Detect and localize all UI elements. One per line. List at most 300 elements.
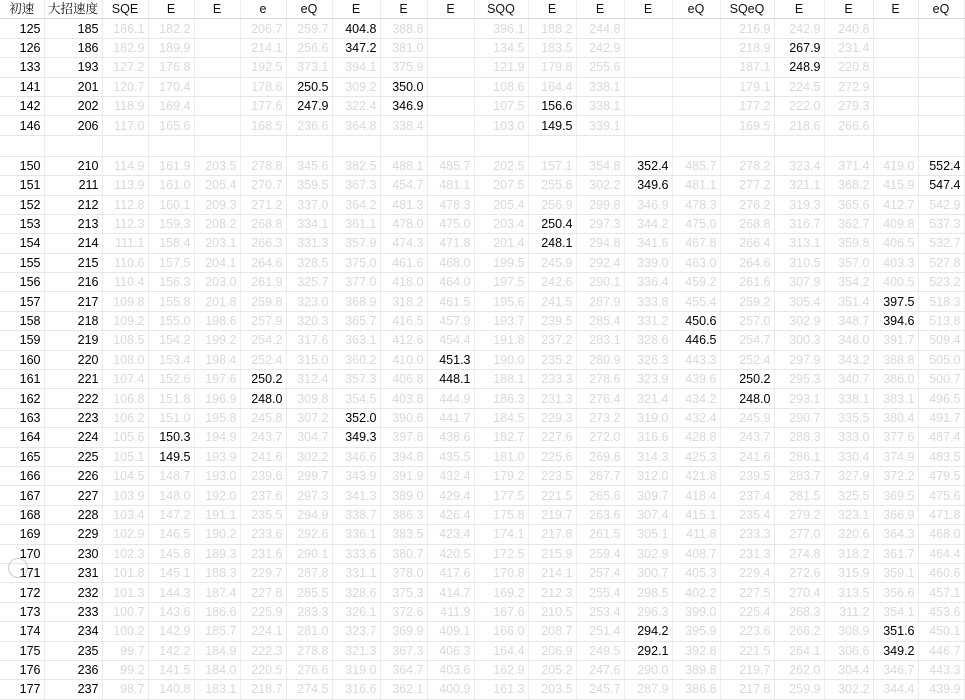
value-cell[interactable]: 321.1 [774, 176, 824, 195]
value-cell[interactable]: 203.0 [194, 273, 240, 292]
value-cell[interactable]: 475.0 [427, 214, 474, 233]
value-cell[interactable]: 157.5 [148, 253, 194, 272]
value-cell[interactable]: 145.1 [148, 563, 194, 582]
value-cell[interactable]: 338.4 [380, 116, 427, 135]
value-cell[interactable]: 271.2 [240, 195, 286, 214]
value-cell[interactable]: 518.3 [918, 292, 964, 311]
value-cell[interactable]: 161.0 [148, 176, 194, 195]
value-cell[interactable]: 242.9 [774, 19, 824, 38]
value-cell[interactable]: 338.1 [824, 389, 873, 408]
value-cell[interactable]: 143.6 [148, 602, 194, 621]
value-cell[interactable]: 316.6 [624, 428, 672, 447]
value-cell[interactable]: 266.6 [824, 116, 873, 135]
column-header[interactable]: E [194, 0, 240, 19]
value-cell[interactable]: 193.9 [194, 447, 240, 466]
value-cell[interactable]: 505.0 [918, 350, 964, 369]
value-cell[interactable]: 216.9 [720, 19, 774, 38]
value-cell[interactable]: 245.7 [576, 680, 624, 699]
value-cell[interactable]: 354.8 [576, 156, 624, 175]
value-cell[interactable]: 151.0 [148, 408, 194, 427]
value-cell[interactable]: 198.4 [194, 350, 240, 369]
initial-speed-cell[interactable]: 165 [0, 447, 44, 466]
value-cell[interactable]: 362.7 [824, 214, 873, 233]
value-cell[interactable]: 441.7 [427, 408, 474, 427]
value-cell[interactable]: 302.2 [286, 447, 332, 466]
value-cell[interactable]: 259.7 [286, 19, 332, 38]
value-cell[interactable]: 341.3 [332, 486, 380, 505]
value-cell[interactable]: 337.0 [286, 195, 332, 214]
value-cell[interactable]: 461.5 [427, 292, 474, 311]
value-cell[interactable]: 392.8 [672, 641, 720, 660]
value-cell[interactable]: 175.8 [474, 505, 528, 524]
value-cell[interactable]: 290.7 [774, 408, 824, 427]
value-cell[interactable]: 108.5 [102, 331, 148, 350]
value-cell[interactable]: 297.3 [576, 214, 624, 233]
value-cell[interactable]: 357.0 [824, 253, 873, 272]
value-cell[interactable]: 156.3 [148, 273, 194, 292]
highlighted-value-cell[interactable]: 292.1 [624, 641, 672, 660]
value-cell[interactable]: 186.1 [102, 19, 148, 38]
value-cell[interactable]: 186.3 [474, 389, 528, 408]
empty-cell[interactable] [194, 135, 240, 156]
value-cell[interactable]: 233.6 [240, 525, 286, 544]
value-cell[interactable] [873, 19, 918, 38]
value-cell[interactable]: 161.9 [148, 156, 194, 175]
initial-speed-cell[interactable]: 151 [0, 176, 44, 195]
initial-speed-cell[interactable]: 171 [0, 563, 44, 582]
empty-cell[interactable] [102, 135, 148, 156]
value-cell[interactable]: 481.1 [427, 176, 474, 195]
value-cell[interactable] [873, 77, 918, 96]
value-cell[interactable]: 360.2 [332, 350, 380, 369]
value-cell[interactable]: 319.0 [624, 408, 672, 427]
value-cell[interactable]: 224.5 [774, 77, 824, 96]
ult-speed-cell[interactable]: 229 [44, 525, 102, 544]
value-cell[interactable]: 359.8 [824, 234, 873, 253]
value-cell[interactable]: 321.4 [624, 389, 672, 408]
value-cell[interactable]: 354.2 [824, 273, 873, 292]
value-cell[interactable]: 221.5 [720, 641, 774, 660]
ult-speed-cell[interactable]: 219 [44, 331, 102, 350]
value-cell[interactable]: 179.8 [528, 58, 576, 77]
highlighted-value-cell[interactable]: 267.9 [774, 38, 824, 57]
column-header[interactable]: SQQ [474, 0, 528, 19]
highlighted-value-cell[interactable]: 347.2 [332, 38, 380, 57]
value-cell[interactable]: 287.9 [576, 292, 624, 311]
value-cell[interactable]: 415.1 [672, 505, 720, 524]
highlighted-value-cell[interactable]: 156.6 [528, 96, 576, 115]
value-cell[interactable] [918, 116, 964, 135]
value-cell[interactable]: 178.6 [240, 77, 286, 96]
value-cell[interactable]: 527.8 [918, 253, 964, 272]
ult-speed-cell[interactable]: 185 [44, 19, 102, 38]
value-cell[interactable]: 245.9 [528, 253, 576, 272]
value-cell[interactable]: 293.1 [774, 389, 824, 408]
value-cell[interactable]: 374.9 [873, 447, 918, 466]
value-cell[interactable]: 261.6 [720, 273, 774, 292]
value-cell[interactable]: 172.5 [474, 544, 528, 563]
value-cell[interactable]: 302.9 [624, 544, 672, 563]
value-cell[interactable]: 184.5 [474, 408, 528, 427]
value-cell[interactable]: 412.6 [380, 331, 427, 350]
value-cell[interactable]: 170.4 [148, 77, 194, 96]
ult-speed-cell[interactable]: 214 [44, 234, 102, 253]
value-cell[interactable]: 294.9 [286, 505, 332, 524]
value-cell[interactable]: 331.2 [624, 311, 672, 330]
value-cell[interactable]: 468.0 [427, 253, 474, 272]
value-cell[interactable]: 307.9 [774, 273, 824, 292]
value-cell[interactable]: 203.1 [194, 234, 240, 253]
highlighted-value-cell[interactable]: 294.2 [624, 622, 672, 641]
value-cell[interactable]: 318.2 [824, 544, 873, 563]
value-cell[interactable]: 348.7 [824, 311, 873, 330]
value-cell[interactable]: 383.1 [873, 389, 918, 408]
value-cell[interactable]: 313.5 [824, 583, 873, 602]
value-cell[interactable]: 395.9 [672, 622, 720, 641]
value-cell[interactable]: 257.4 [576, 563, 624, 582]
value-cell[interactable]: 264.6 [240, 253, 286, 272]
highlighted-value-cell[interactable]: 248.1 [528, 234, 576, 253]
empty-cell[interactable] [380, 135, 427, 156]
value-cell[interactable]: 256.6 [286, 38, 332, 57]
value-cell[interactable]: 306.6 [824, 641, 873, 660]
value-cell[interactable] [672, 38, 720, 57]
value-cell[interactable]: 109.2 [102, 311, 148, 330]
value-cell[interactable]: 283.1 [576, 331, 624, 350]
value-cell[interactable]: 390.6 [380, 408, 427, 427]
initial-speed-cell[interactable]: 152 [0, 195, 44, 214]
value-cell[interactable]: 425.3 [672, 447, 720, 466]
value-cell[interactable]: 318.2 [380, 292, 427, 311]
column-header[interactable]: SQeQ [720, 0, 774, 19]
value-cell[interactable]: 264.1 [774, 641, 824, 660]
value-cell[interactable]: 167.6 [474, 602, 528, 621]
value-cell[interactable]: 223.5 [528, 466, 576, 485]
ult-speed-cell[interactable]: 234 [44, 622, 102, 641]
value-cell[interactable]: 305.4 [774, 292, 824, 311]
value-cell[interactable]: 187.4 [194, 583, 240, 602]
value-cell[interactable]: 460.6 [918, 563, 964, 582]
value-cell[interactable]: 114.9 [102, 156, 148, 175]
value-cell[interactable] [194, 77, 240, 96]
initial-speed-cell[interactable]: 141 [0, 77, 44, 96]
value-cell[interactable] [918, 58, 964, 77]
value-cell[interactable]: 309.7 [624, 486, 672, 505]
value-cell[interactable]: 243.7 [720, 428, 774, 447]
value-cell[interactable]: 190.2 [194, 525, 240, 544]
value-cell[interactable]: 450.1 [918, 622, 964, 641]
value-cell[interactable]: 298.5 [624, 583, 672, 602]
value-cell[interactable]: 191.8 [474, 331, 528, 350]
value-cell[interactable]: 418.4 [672, 486, 720, 505]
value-cell[interactable]: 235.2 [528, 350, 576, 369]
value-cell[interactable]: 375.3 [380, 583, 427, 602]
initial-speed-cell[interactable]: 125 [0, 19, 44, 38]
ult-speed-cell[interactable]: 237 [44, 680, 102, 699]
value-cell[interactable]: 261.9 [240, 273, 286, 292]
value-cell[interactable]: 105.1 [102, 447, 148, 466]
value-cell[interactable]: 333.0 [824, 428, 873, 447]
value-cell[interactable]: 197.5 [474, 273, 528, 292]
value-cell[interactable]: 435.5 [427, 447, 474, 466]
value-cell[interactable]: 323.4 [774, 156, 824, 175]
value-cell[interactable]: 388.8 [380, 19, 427, 38]
value-cell[interactable]: 386.8 [672, 680, 720, 699]
value-cell[interactable]: 261.5 [576, 525, 624, 544]
empty-cell[interactable] [672, 135, 720, 156]
value-cell[interactable]: 287.8 [286, 563, 332, 582]
ult-speed-cell[interactable]: 216 [44, 273, 102, 292]
value-cell[interactable]: 479.5 [918, 466, 964, 485]
value-cell[interactable]: 457.1 [918, 583, 964, 602]
value-cell[interactable]: 488.1 [380, 156, 427, 175]
value-cell[interactable] [427, 19, 474, 38]
value-cell[interactable]: 423.4 [427, 525, 474, 544]
value-cell[interactable]: 299.8 [576, 195, 624, 214]
value-cell[interactable]: 240.8 [824, 19, 873, 38]
value-cell[interactable]: 177.6 [240, 96, 286, 115]
highlighted-value-cell[interactable]: 394.6 [873, 311, 918, 330]
value-cell[interactable]: 317.6 [286, 331, 332, 350]
initial-speed-cell[interactable]: 158 [0, 311, 44, 330]
value-cell[interactable]: 532.7 [918, 234, 964, 253]
value-cell[interactable]: 105.6 [102, 428, 148, 447]
highlighted-value-cell[interactable]: 250.5 [286, 77, 332, 96]
value-cell[interactable]: 377.6 [873, 428, 918, 447]
value-cell[interactable]: 231.6 [240, 544, 286, 563]
value-cell[interactable]: 277.2 [720, 176, 774, 195]
value-cell[interactable]: 229.3 [528, 408, 576, 427]
value-cell[interactable]: 464.0 [427, 273, 474, 292]
value-cell[interactable]: 98.7 [102, 680, 148, 699]
ult-speed-cell[interactable]: 193 [44, 58, 102, 77]
value-cell[interactable]: 461.6 [380, 253, 427, 272]
value-cell[interactable]: 443.3 [672, 350, 720, 369]
value-cell[interactable]: 309.8 [286, 389, 332, 408]
value-cell[interactable]: 285.4 [576, 311, 624, 330]
value-cell[interactable]: 328.5 [286, 253, 332, 272]
value-cell[interactable]: 103.0 [474, 116, 528, 135]
value-cell[interactable]: 412.7 [873, 195, 918, 214]
value-cell[interactable]: 365.7 [332, 311, 380, 330]
value-cell[interactable]: 330.4 [824, 447, 873, 466]
column-header[interactable]: E [774, 0, 824, 19]
value-cell[interactable]: 192.5 [240, 58, 286, 77]
column-header[interactable]: 大招速度 [44, 0, 102, 19]
value-cell[interactable]: 142.2 [148, 641, 194, 660]
highlighted-value-cell[interactable]: 149.5 [148, 447, 194, 466]
value-cell[interactable]: 245.9 [720, 408, 774, 427]
ult-speed-cell[interactable]: 224 [44, 428, 102, 447]
value-cell[interactable]: 164.4 [528, 77, 576, 96]
initial-speed-cell[interactable]: 176 [0, 660, 44, 679]
value-cell[interactable]: 276.2 [720, 195, 774, 214]
value-cell[interactable]: 152.6 [148, 370, 194, 389]
value-cell[interactable]: 323.7 [332, 622, 380, 641]
highlighted-value-cell[interactable]: 404.8 [332, 19, 380, 38]
value-cell[interactable]: 208.7 [528, 622, 576, 641]
value-cell[interactable]: 189.9 [148, 38, 194, 57]
value-cell[interactable]: 197.6 [194, 370, 240, 389]
ult-speed-cell[interactable]: 227 [44, 486, 102, 505]
value-cell[interactable]: 426.4 [427, 505, 474, 524]
value-cell[interactable]: 313.1 [774, 234, 824, 253]
value-cell[interactable]: 169.2 [474, 583, 528, 602]
ult-speed-cell[interactable]: 223 [44, 408, 102, 427]
initial-speed-cell[interactable]: 168 [0, 505, 44, 524]
value-cell[interactable]: 302.2 [824, 680, 873, 699]
value-cell[interactable]: 256.9 [528, 195, 576, 214]
value-cell[interactable]: 411.9 [427, 602, 474, 621]
value-cell[interactable] [672, 77, 720, 96]
initial-speed-cell[interactable]: 142 [0, 96, 44, 115]
value-cell[interactable]: 223.6 [720, 622, 774, 641]
value-cell[interactable]: 241.5 [528, 292, 576, 311]
value-cell[interactable]: 325.5 [824, 486, 873, 505]
value-cell[interactable]: 485.7 [672, 156, 720, 175]
value-cell[interactable]: 269.8 [576, 447, 624, 466]
value-cell[interactable]: 276.6 [286, 660, 332, 679]
value-cell[interactable] [624, 116, 672, 135]
value-cell[interactable]: 316.6 [332, 680, 380, 699]
value-cell[interactable]: 421.8 [672, 466, 720, 485]
initial-speed-cell[interactable]: 162 [0, 389, 44, 408]
value-cell[interactable]: 244.8 [576, 19, 624, 38]
value-cell[interactable]: 302.9 [774, 311, 824, 330]
column-header[interactable]: E [576, 0, 624, 19]
value-cell[interactable]: 274.5 [286, 680, 332, 699]
value-cell[interactable]: 199.5 [474, 253, 528, 272]
value-cell[interactable]: 341.6 [624, 234, 672, 253]
ult-speed-cell[interactable]: 228 [44, 505, 102, 524]
value-cell[interactable]: 176.8 [148, 58, 194, 77]
value-cell[interactable] [427, 77, 474, 96]
value-cell[interactable]: 189.3 [194, 544, 240, 563]
value-cell[interactable]: 315.0 [286, 350, 332, 369]
value-cell[interactable]: 165.6 [148, 116, 194, 135]
value-cell[interactable]: 333.6 [332, 544, 380, 563]
value-cell[interactable]: 99.2 [102, 660, 148, 679]
value-cell[interactable]: 321.3 [332, 641, 380, 660]
initial-speed-cell[interactable]: 163 [0, 408, 44, 427]
value-cell[interactable]: 127.2 [102, 58, 148, 77]
initial-speed-cell[interactable]: 150 [0, 156, 44, 175]
value-cell[interactable]: 187.1 [720, 58, 774, 77]
value-cell[interactable]: 323.1 [824, 505, 873, 524]
value-cell[interactable]: 148.0 [148, 486, 194, 505]
value-cell[interactable]: 278.2 [720, 156, 774, 175]
value-cell[interactable]: 312.4 [286, 370, 332, 389]
value-cell[interactable]: 290.1 [576, 273, 624, 292]
empty-cell[interactable] [427, 135, 474, 156]
ult-speed-cell[interactable]: 232 [44, 583, 102, 602]
value-cell[interactable]: 406.3 [427, 641, 474, 660]
value-cell[interactable]: 192.0 [194, 486, 240, 505]
value-cell[interactable]: 428.8 [672, 428, 720, 447]
value-cell[interactable]: 231.3 [528, 389, 576, 408]
value-cell[interactable]: 414.7 [427, 583, 474, 602]
value-cell[interactable]: 203.4 [474, 214, 528, 233]
value-cell[interactable]: 242.6 [528, 273, 576, 292]
value-cell[interactable]: 158.4 [148, 234, 194, 253]
value-cell[interactable]: 113.9 [102, 176, 148, 195]
value-cell[interactable]: 268.8 [240, 214, 286, 233]
value-cell[interactable]: 222.0 [774, 96, 824, 115]
value-cell[interactable] [427, 58, 474, 77]
value-cell[interactable]: 101.8 [102, 563, 148, 582]
value-cell[interactable]: 523.2 [918, 273, 964, 292]
value-cell[interactable]: 464.4 [918, 544, 964, 563]
value-cell[interactable]: 278.8 [286, 641, 332, 660]
value-cell[interactable]: 229.4 [720, 563, 774, 582]
value-cell[interactable]: 100.2 [102, 622, 148, 641]
value-cell[interactable]: 169.5 [720, 116, 774, 135]
value-cell[interactable]: 206.7 [240, 19, 286, 38]
initial-speed-cell[interactable]: 170 [0, 544, 44, 563]
value-cell[interactable]: 363.1 [332, 331, 380, 350]
value-cell[interactable]: 475.0 [672, 214, 720, 233]
value-cell[interactable]: 305.1 [624, 525, 672, 544]
value-cell[interactable]: 417.6 [427, 563, 474, 582]
value-cell[interactable]: 264.6 [720, 253, 774, 272]
column-header[interactable]: 初速 [0, 0, 44, 19]
value-cell[interactable] [918, 38, 964, 57]
value-cell[interactable]: 249.5 [576, 641, 624, 660]
ult-speed-cell[interactable]: 230 [44, 544, 102, 563]
value-cell[interactable]: 475.6 [918, 486, 964, 505]
value-cell[interactable]: 351.4 [824, 292, 873, 311]
value-cell[interactable]: 251.4 [576, 622, 624, 641]
value-cell[interactable]: 184.0 [194, 660, 240, 679]
empty-cell[interactable] [148, 135, 194, 156]
empty-cell[interactable] [44, 135, 102, 156]
initial-speed-cell[interactable]: 154 [0, 234, 44, 253]
highlighted-value-cell[interactable]: 248.0 [240, 389, 286, 408]
ult-speed-cell[interactable]: 218 [44, 311, 102, 330]
empty-cell[interactable] [0, 135, 44, 156]
highlighted-value-cell[interactable]: 351.6 [873, 622, 918, 641]
value-cell[interactable]: 366.9 [873, 505, 918, 524]
value-cell[interactable]: 174.1 [474, 525, 528, 544]
value-cell[interactable]: 169.4 [148, 96, 194, 115]
initial-speed-cell[interactable]: 161 [0, 370, 44, 389]
highlighted-value-cell[interactable]: 247.9 [286, 96, 332, 115]
value-cell[interactable]: 491.7 [918, 408, 964, 427]
value-cell[interactable]: 110.6 [102, 253, 148, 272]
value-cell[interactable]: 339.0 [624, 253, 672, 272]
value-cell[interactable]: 134.5 [474, 38, 528, 57]
value-cell[interactable]: 310.5 [774, 253, 824, 272]
value-cell[interactable] [624, 77, 672, 96]
highlighted-value-cell[interactable]: 350.0 [380, 77, 427, 96]
value-cell[interactable]: 453.6 [918, 602, 964, 621]
value-cell[interactable]: 290.1 [286, 544, 332, 563]
value-cell[interactable]: 439.6 [672, 370, 720, 389]
value-cell[interactable]: 346.7 [873, 660, 918, 679]
value-cell[interactable]: 266.3 [240, 234, 286, 253]
value-cell[interactable]: 326.1 [332, 602, 380, 621]
value-cell[interactable]: 468.0 [918, 525, 964, 544]
value-cell[interactable] [427, 96, 474, 115]
value-cell[interactable]: 186.6 [194, 602, 240, 621]
value-cell[interactable]: 214.1 [528, 563, 576, 582]
value-cell[interactable]: 254.7 [720, 331, 774, 350]
empty-cell[interactable] [918, 135, 964, 156]
value-cell[interactable]: 368.2 [824, 176, 873, 195]
initial-speed-cell[interactable]: 164 [0, 428, 44, 447]
value-cell[interactable]: 372.6 [380, 602, 427, 621]
value-cell[interactable]: 279.3 [824, 96, 873, 115]
